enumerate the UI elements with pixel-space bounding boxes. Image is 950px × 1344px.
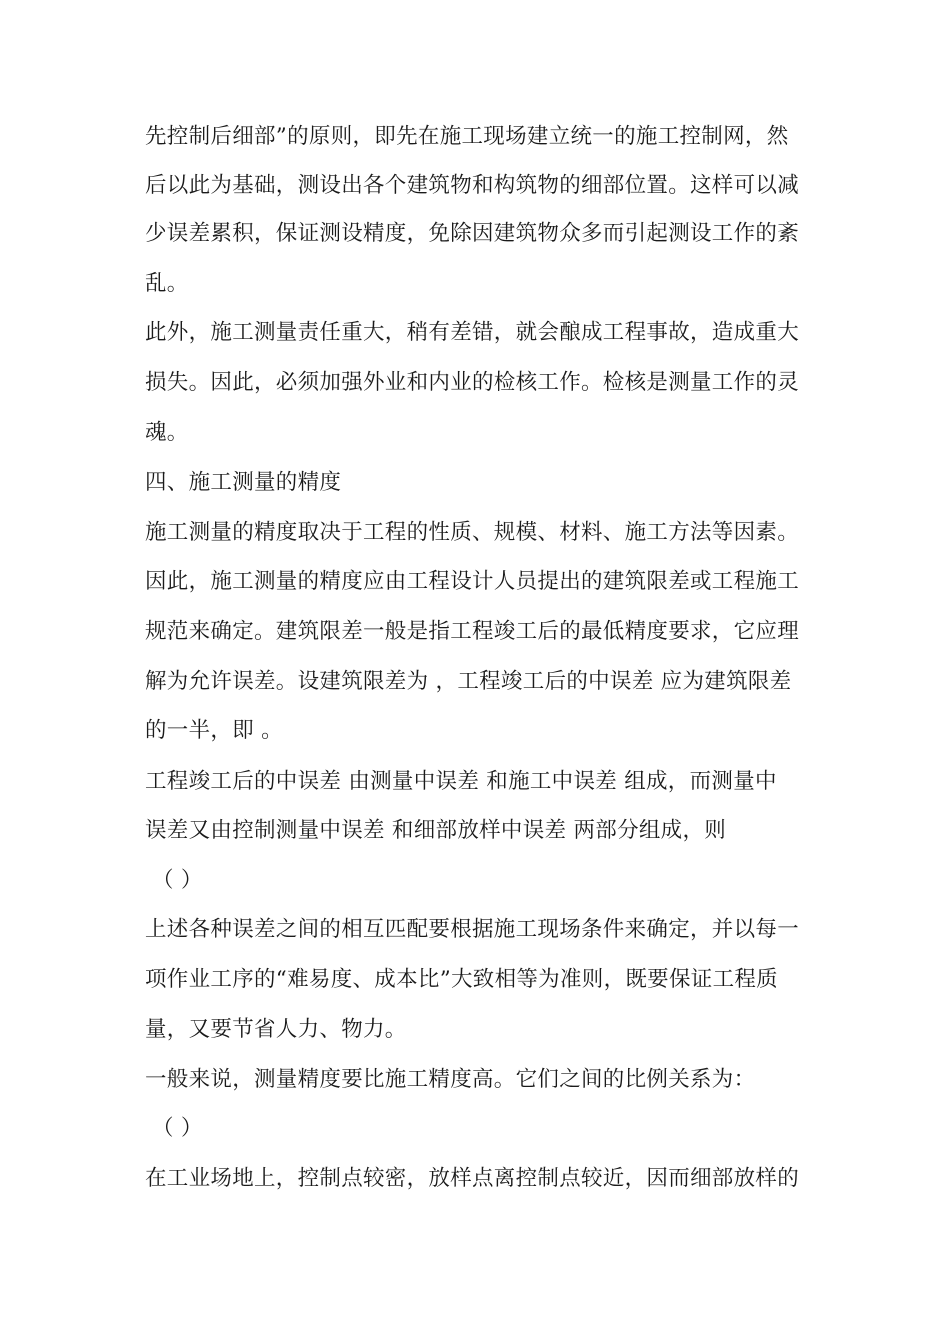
paragraph-line: 工程竣工后的中误差 由测量中误差 和施工中误差 组成，而测量中 <box>145 769 777 794</box>
paragraph-line: 乱。 <box>145 271 189 296</box>
paragraph-line: 量，又要节省人力、物力。 <box>145 1017 407 1042</box>
paragraph-line: 误差又由控制测量中误差 和细部放样中误差 两部分组成，则 <box>145 818 727 843</box>
paragraph-line: 魂。 <box>145 420 189 445</box>
paragraph-line: 因此，施工测量的精度应由工程设计人员提出的建筑限差或工程施工 <box>145 569 800 594</box>
paragraph-line: 项作业工序的“难易度、成本比”大致相等为准则，既要保证工程质 <box>145 967 778 992</box>
section-heading: 四、施工测量的精度 <box>145 470 342 495</box>
paragraph-line: 在工业场地上，控制点较密，放样点离控制点较近，因而细部放样的 <box>145 1166 800 1191</box>
paragraph-line: 一般来说，测量精度要比施工精度高。它们之间的比例关系为： <box>145 1067 756 1092</box>
paragraph-line: 少误差累积，保证测设精度，免除因建筑物众多而引起测设工作的紊 <box>145 221 800 246</box>
paragraph-line: 损失。因此，必须加强外业和内业的检核工作。检核是测量工作的灵 <box>145 370 800 395</box>
paragraph-line: 此外，施工测量责任重大，稍有差错，就会酿成工程事故，造成重大 <box>145 320 800 345</box>
paragraph-line: 上述各种误差之间的相互匹配要根据施工现场条件来确定，并以每一 <box>145 917 800 942</box>
formula-placeholder: （ ） <box>152 868 203 893</box>
paragraph-line: 先控制后细部”的原则，即先在施工现场建立统一的施工控制网，然 <box>145 124 789 149</box>
paragraph-line: 解为允许误差。设建筑限差为 ，工程竣工后的中误差 应为建筑限差 <box>145 669 792 694</box>
formula-placeholder: （ ） <box>152 1116 203 1141</box>
paragraph-line: 后以此为基础，测设出各个建筑物和构筑物的细部位置。这样可以减 <box>145 173 800 198</box>
paragraph-line: 的一半，即 。 <box>145 718 283 743</box>
paragraph-line: 规范来确定。建筑限差一般是指工程竣工后的最低精度要求，它应理 <box>145 619 800 644</box>
paragraph-line: 施工测量的精度取决于工程的性质、规模、材料、施工方法等因素。 <box>145 520 800 545</box>
